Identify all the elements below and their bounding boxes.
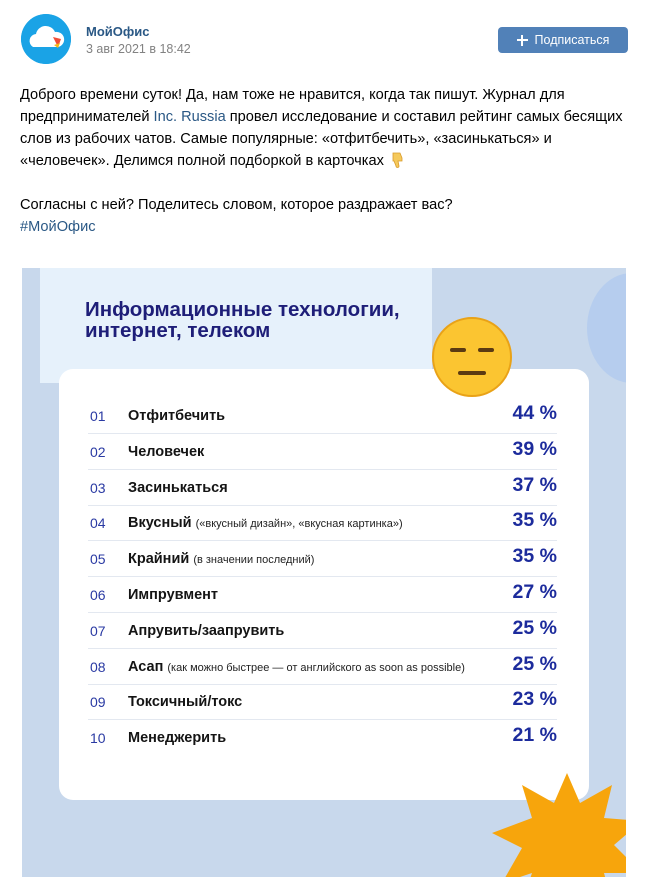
word-text: Токсичный/токс (128, 694, 243, 711)
percent-value: 37 % (512, 473, 557, 496)
percent-value: 21 % (512, 724, 557, 747)
inc-russia-link[interactable]: Inc. Russia (153, 109, 226, 125)
rating-row (88, 577, 557, 613)
rating-word (128, 623, 284, 639)
rank-number: 09 (90, 694, 106, 711)
rank-number: 06 (90, 587, 106, 603)
neutral-face-icon (431, 316, 513, 398)
subscribe-label: Подписаться (534, 33, 610, 47)
subscribe-button[interactable] (498, 27, 628, 53)
rank-number: 10 (90, 730, 106, 747)
rating-word (128, 408, 225, 424)
post-text-part2: провел исследование и составил рейтинг самых бесящих слов из рабочих чатов. Самые популярные: «отфитбечить», «засинькаться» и «человечек». Делимся полной подборкой в карточках (20, 109, 623, 169)
word-note: («вкусный дизайн», «вкусная картинка») (195, 518, 403, 531)
word-text: Крайний (128, 551, 190, 568)
percent-value: 27 % (512, 581, 557, 603)
thumbs-down-icon (391, 152, 405, 168)
rating-row (88, 649, 557, 685)
rating-word (128, 480, 228, 496)
rating-row (88, 613, 557, 649)
percent-value: 44 % (512, 402, 557, 424)
percent-value: 25 % (512, 616, 557, 639)
post-text (20, 84, 625, 238)
rating-row (88, 470, 557, 506)
rating-table (59, 369, 589, 800)
rank-number: 02 (90, 443, 106, 460)
rating-word (128, 730, 226, 746)
word-note: (как можно быстрее — от английского as soon as possible) (167, 661, 465, 674)
rating-row (88, 505, 557, 541)
decorative-shape (587, 273, 626, 383)
post-text-part1: Доброго времени суток! Да, нам тоже не нравится, когда так пишут. Журнал для предпринимателей (20, 87, 565, 125)
rating-word (128, 551, 314, 567)
post-date[interactable]: 3 авг 2021 в 18:42 (86, 42, 191, 56)
rank-number: 03 (90, 479, 106, 496)
word-text: Импрувмент (128, 587, 219, 603)
rating-word (128, 515, 403, 531)
percent-value: 35 % (512, 509, 557, 532)
rank-number: 01 (90, 408, 106, 424)
word-text: Асап (128, 658, 164, 675)
word-text: Отфитбечить (128, 408, 226, 424)
percent-value: 39 % (512, 437, 557, 460)
rating-row (88, 541, 557, 577)
rating-word (128, 444, 204, 460)
rating-word (128, 659, 465, 675)
percent-value: 25 % (512, 652, 557, 675)
rating-row (88, 398, 557, 434)
rating-word (128, 587, 218, 603)
plus-icon (517, 35, 528, 46)
percent-value: 23 % (512, 688, 557, 711)
rating-row (88, 684, 557, 720)
card-title: Информационные технологии, интернет, телеком (85, 298, 400, 342)
word-text: Засинькаться (128, 479, 228, 496)
post-question: Согласны с ней? Поделитесь словом, которое раздражает вас? (20, 197, 453, 213)
rating-word (128, 694, 242, 710)
rank-number: 08 (90, 658, 106, 675)
word-text: Человечек (128, 443, 205, 460)
rating-row (88, 720, 557, 756)
cloud-logo-icon[interactable] (21, 14, 71, 64)
sun-burst-decoration (492, 773, 626, 877)
rank-number: 07 (90, 622, 106, 639)
rank-number: 05 (90, 551, 106, 568)
hashtag-link[interactable]: #МойОфис (20, 219, 96, 235)
word-text: Апрувить/заапрувить (128, 622, 285, 639)
rating-card-image[interactable] (22, 268, 626, 877)
rating-row (88, 434, 557, 470)
word-note: (в значении последний) (193, 554, 315, 567)
word-text: Менеджерить (128, 730, 227, 747)
rank-number: 04 (90, 515, 106, 532)
author-name[interactable]: МойОфис (86, 24, 150, 39)
word-text: Вкусный (128, 515, 192, 532)
percent-value: 35 % (512, 545, 557, 568)
